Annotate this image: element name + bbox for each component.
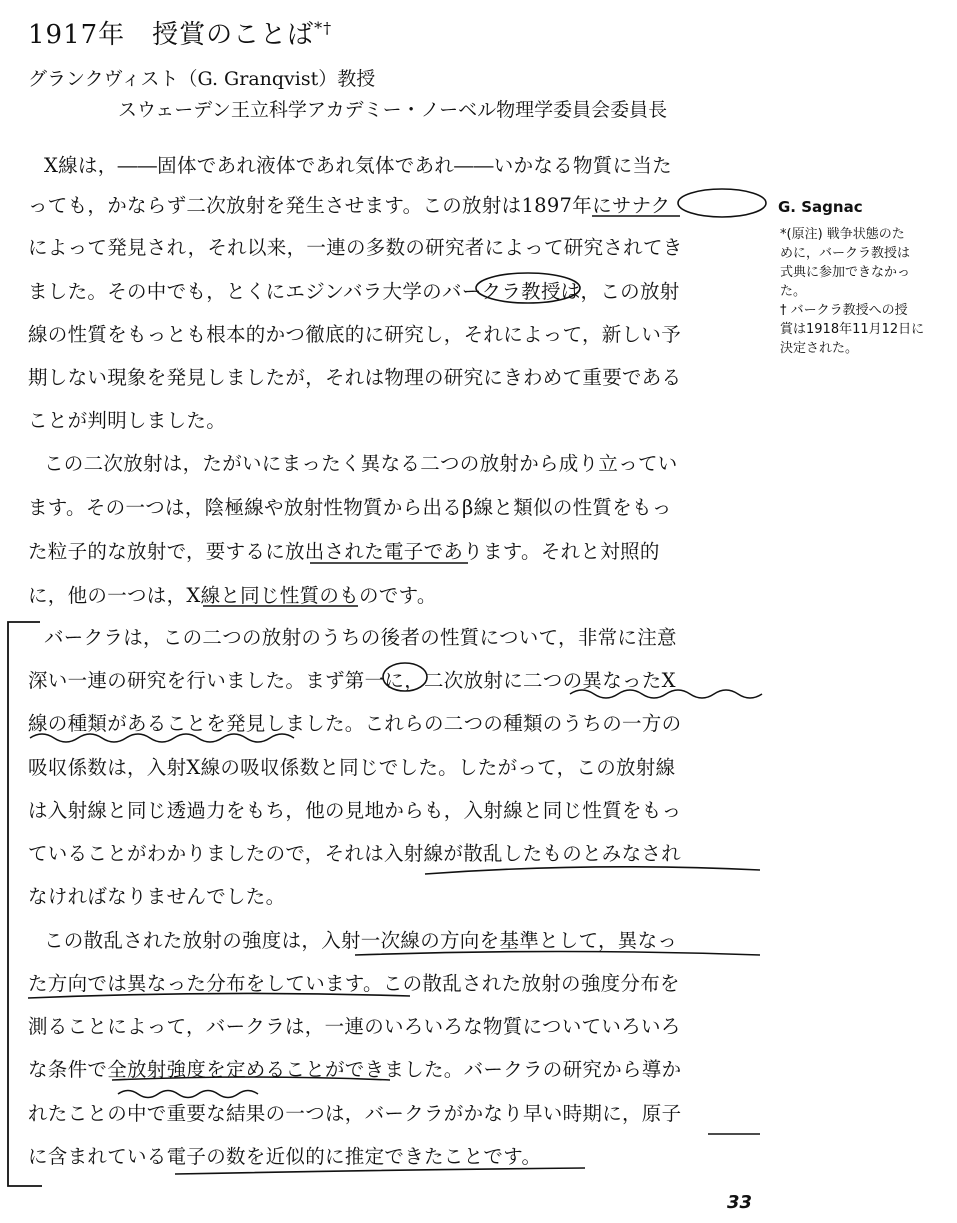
margin-note-line: た。 <box>780 284 807 299</box>
margin-note-line: 式典に参加できなかっ <box>780 265 911 280</box>
body-line: っても，かならず二次放射を発生させます。この放射は1897年にサナク <box>28 194 671 217</box>
body-line: X線は，――固体であれ液体であれ気体であれ――いかなる物質に当た <box>44 154 672 177</box>
underline-annotation <box>425 867 760 874</box>
body-line: 線の性質をもっとも根本的かつ徹底的に研究し，それによって，新しい予 <box>28 323 682 346</box>
body-line: ました。その中でも，とくにエジンバラ大学のバークラ教授は，この放射 <box>28 280 680 303</box>
body-line: 測ることによって，バークラは，一連のいろいろな物質についていろいろ <box>28 1015 681 1038</box>
body-line: なければなりませんでした。 <box>28 885 286 908</box>
page-title <box>28 14 332 51</box>
body-line: な条件で全放射強度を定めることができました。バークラの研究から導か <box>28 1058 682 1081</box>
body-line: は入射線と同じ透過力をもち，他の見地からも，入射線と同じ性質をもっ <box>28 799 682 822</box>
body-line: ていることがわかりましたので，それは入射線が散乱したものとみなされ <box>28 842 682 865</box>
circle-annotation <box>678 189 766 217</box>
body-line: この二次放射は，たがいにまったく異なる二つの放射から成り立ってい <box>44 452 678 475</box>
body-line: た粒子的な放射で，要するに放出された電子であります。それと対照的 <box>28 540 660 563</box>
page-number: 33 <box>727 1192 753 1213</box>
title-footnote-marks: *† <box>314 18 333 38</box>
margin-note-line: † バークラ教授への授 <box>780 303 908 318</box>
body-line: れたことの中で重要な結果の一つは，バークラがかなり早い時期に，原子 <box>28 1102 682 1125</box>
wavy-underline-annotation <box>118 1091 258 1098</box>
body-line: 深い一連の研究を行いました。まず第一に，二次放射に二つの異なったX <box>28 669 676 692</box>
body-line: た方向では異なった分布をしています。この散乱された放射の強度分布を <box>28 972 680 995</box>
margin-note-line: 決定された。 <box>780 341 859 356</box>
body-line: ます。その一つは，陰極線や放射性物質から出るβ線と類似の性質をもっ <box>28 496 672 519</box>
body-line: この散乱された放射の強度は，入射一次線の方向を基準として，異なっ <box>44 929 678 952</box>
margin-note-line: めに，バークラ教授は <box>780 246 911 261</box>
affiliation-line: スウェーデン王立科学アカデミー・ノーベル物理学委員会委員長 <box>118 99 668 121</box>
body-line: 吸収係数は，入射X線の吸収係数と同じでした。したがって，この放射線 <box>28 756 676 779</box>
body-line: によって発見され，それ以来，一連の多数の研究者によって研究されてき <box>28 236 683 259</box>
body-line: に含まれている電子の数を近似的に推定できたことです。 <box>28 1145 542 1168</box>
author-line: グランクヴィスト（G. Granqvist）教授 <box>28 68 376 90</box>
body-line: ことが判明しました。 <box>28 409 227 432</box>
body-line: に，他の一つは，X線と同じ性質のものです。 <box>28 584 437 607</box>
body-line: バークラは，この二つの放射のうちの後者の性質について，非常に注意 <box>44 626 677 649</box>
body-line: 線の種類があることを発見しました。これらの二つの種類のうちの一方の <box>28 712 682 735</box>
title-text: 1917年 授賞のことば <box>28 20 315 50</box>
body-line: 期しない現象を発見しましたが，それは物理の研究にきわめて重要である <box>28 366 682 389</box>
margin-note-line: 賞は1918年11月12日に <box>780 322 925 337</box>
margin-note-line: *(原注) 戦争状態のた <box>780 227 905 242</box>
margin-note-sagnac: G. Sagnac <box>778 198 863 216</box>
